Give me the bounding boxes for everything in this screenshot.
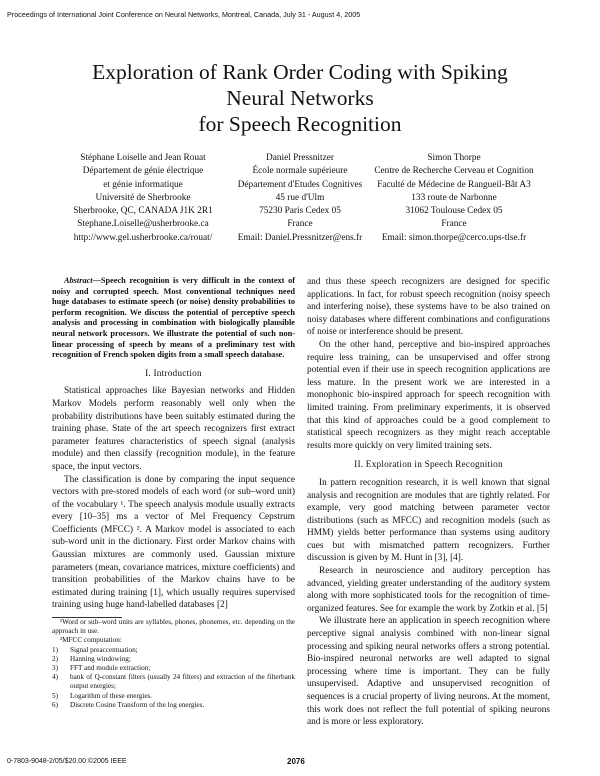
author-email: Stephane.Loiselle@usherbrooke.ca [77,219,209,230]
section2-paragraph-2: Research in neuroscience and auditory perception has advanced, yielding greater understanding of the auditory system along with more sophisticated tools for the recognition of time-organized features. See for example the work by Zotkin et al. [5] [307,566,550,614]
list-item: 2) Hanning windowing; [52,654,131,663]
intro-paragraph-2-continued: and thus these speech recognizers are designed for specific applications. In fact, for robust speech recognition (noisy speech and interfering noise), these systems have to be also trained on noisy databases where different combinations and configurations of noise or interference should be present. [307,277,550,338]
list-item: 1) Signal preaccentuation; [52,645,138,654]
proceedings-header: Proceedings of International Joint Conference on Neural Networks, Montreal, Canada, July 31 - August 4, 2005 [7,10,361,19]
intro-paragraph-3: On the other hand, perceptive and bio-inspired approaches require less training, can be unsupervised and offer strong potential even if their use in speech recognition applications are less mature. In the present work we are interested in a monophonic bio-inspired approach for speech recognition with limited training. From preliminary experiments, it is observed that this kind of approaches could be a good complement to statistical speech recognizers as they might reach acceptable results more quickly on very limited training sets. [307,339,550,451]
author-address-line: Sherbrooke, QC, CANADA J1K 2R1 [73,206,213,217]
list-item: 3) FFT and module extraction; [52,664,151,673]
author-url: http://www.gel.usherbrooke.ca/rouat/ [73,232,213,243]
title-line-3: for Speech Recognition [198,112,402,136]
intro-paragraph-2: The classification is done by comparing the input sequence vectors with pre-stored models of each word (or sub–word unit) of the vocabulary ¹. The speech analysis module usually extracts every [10–35] ms a vector of Mel Frequency Cepstrum Coefficients (MFCC) ². A Markov model is associated to each sub-word unit in the dictionary. First order Markov chains with Gaussian mixtures are commonly used. Gaussian mixture parameters (mean, covariance matrices, mixture coefficients) and transition probabilities of the Markov chains have to be estimated during training [1], which usually requires supervised training using huge hand-labelled databases [2] [52,474,295,611]
footnote-2-label: ²MFCC computation: [60,636,122,645]
section2-paragraph-1: In pattern recognition research, it is well known that signal analysis and recognition are modules that are tightly related. For example, very good matching between parameter vector distributions (such as MFCC) and recognition models (such as HMM) yields better performance than systems using auditory cues but with mismatched pattern recognizers. Further discussion is given by M. Hunt in [3], [4]. [307,477,550,564]
paper-title [40,59,560,137]
title-line-1: Exploration of Rank Order Coding with Spiking [92,60,508,84]
footnote-1: ¹Word or sub–word units are syllables, phones, phonemes, etc. depending on the approach in use. [52,618,295,636]
author-country: France [287,219,313,230]
list-item: 4) bank of Q-constant filters (usually 24 filters) and extraction of the filterbank output energies; [52,673,295,691]
right-column [307,276,550,729]
title-line-2: Neural Networks [226,86,374,110]
author-affiliation-line: Département d'Etudes Cognitives [237,179,363,190]
mfcc-steps-list [52,646,295,710]
author-block-loiselle-rouat [52,152,234,245]
author-affiliation-line: et génie informatique [103,179,183,190]
author-email: Email: simon.thorpe@cerco.ups-tlse.fr [381,232,527,243]
abstract-text: —Speech recognition is very difficult in the context of noisy and corrupted speech. Most conventional techniques need huge databases to estimate speech (or noise) density probabilities to perform recognition. We discuss the potential of perceptive speech analysis and processing in combination with biologically plausible neural network processors. We illustrate the potential of such non-linear processing of speech by means of a preliminary test with recognition of French spoken digits from a small speech database. [52,276,295,360]
author-address-line: 31062 Toulouse Cedex 05 [405,206,503,217]
section2-paragraph-3: We illustrate here an application in speech recognition where perceptive signal analysis combined with non-linear signal processing and spiking neural networks offers a strong potential. Bio-inspired neuronal networks are well adapted to signal processing where time is important. They can be fully unsupervised. Adaptive and unsupervised recognition of sequences is a crucial property of living neurons. At the moment, this work does not reflect the full potential of spiking neurons and is more or less exploratory. [307,616,550,728]
author-address-line: 45 rue d'Ulm [275,192,325,203]
abstract-label: Abstract [64,276,93,285]
author-affiliation-line: Faculté de Médecine de Rangueil-Bât A3 [377,179,531,190]
intro-paragraph-1: Statistical approaches like Bayesian networks and Hidden Markov Models perform reasonably well only when the probability distributions have been suitably estimated during the training phase. State of the art speech recognizers first extract parameter features characteristics of speech signal (analysis module) and then classify (recognition module), in the feature space, the input vectors. [52,386,295,472]
list-item: 5) Logarithm of these energies. [52,691,153,700]
author-email: Email: Daniel.Pressnitzer@ens.fr [237,232,363,243]
page-number: 2076 [287,757,305,766]
author-name: Daniel Pressnitzer [266,153,334,163]
author-affiliation-line: Université de Sherbrooke [95,192,191,203]
footer-copyright: 0-7803-9048-2/05/$20.00 ©2005 IEEE [7,758,127,765]
author-address-line: 75230 Paris Cedex 05 [259,206,341,217]
author-affiliation-line: École normale supérieure [252,166,348,177]
author-name: Stéphane Loiselle and Jean Rouat [80,153,206,163]
list-item: 6) Discrete Cosine Transform of the log energies. [52,700,205,709]
author-name: Simon Thorpe [427,153,481,163]
author-country: France [441,219,467,230]
author-affiliation-line: Centre de Recherche Cerveau et Cognition [374,166,534,177]
section-heading-exploration: II. Exploration in Speech Recognition [354,460,503,471]
left-column [52,276,295,710]
author-address-line: 133 route de Narbonne [411,192,497,203]
section-heading-introduction: I. Introduction [145,368,202,379]
abstract [52,276,295,361]
author-affiliation-line: Département de génie électrique [82,166,204,177]
author-block-thorpe [360,152,548,245]
footnotes [52,618,295,710]
